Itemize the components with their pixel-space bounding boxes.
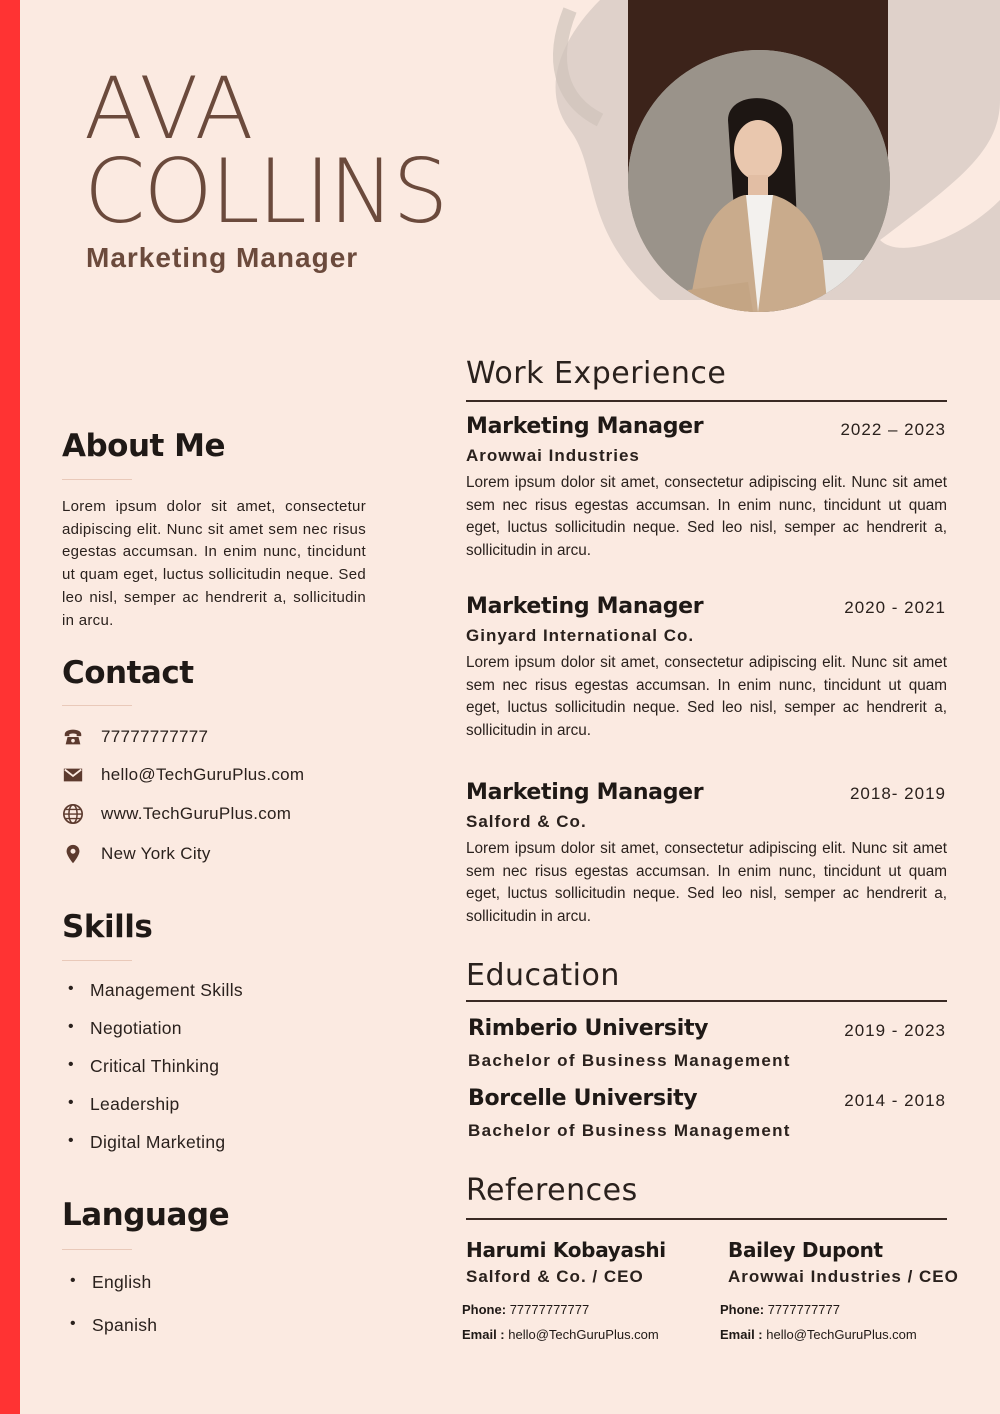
education-years: 2014 - 2018 xyxy=(844,1091,946,1110)
reference-phone xyxy=(720,1302,840,1317)
job-years: 2020 - 2021 xyxy=(844,598,946,617)
skill-item: • Digital Marketing xyxy=(62,1132,243,1170)
job-description: Lorem ipsum dolor sit amet, consectetur adipiscing elit. Nunc sit amet sem nec risus egestas accumsan. In enim nunc, tincidunt ut quam eget, luctus sollicitudin neque. Sed leo nisl, semper ac hendrerit a, sollicitudin in arcu. xyxy=(466,840,947,926)
phone-label: Phone: xyxy=(720,1302,765,1317)
skills-list xyxy=(62,980,243,1170)
education-school: Rimberio University xyxy=(468,1016,709,1041)
job-description: Lorem ipsum dolor sit amet, consectetur adipiscing elit. Nunc sit amet sem nec risus egestas accumsan. In enim nunc, tincidunt ut quam eget, luctus sollicitudin neque. Sed leo nisl, semper ac hendrerit a, sollicitudin in arcu. xyxy=(466,474,947,560)
reference-role: Salford & Co. / CEO xyxy=(466,1267,644,1286)
reference-email-value[interactable]: hello@TechGuruPlus.com xyxy=(508,1327,659,1342)
language-item: • English xyxy=(64,1272,157,1315)
job-years: 2022 – 2023 xyxy=(840,420,946,439)
reference-email-value[interactable]: hello@TechGuruPlus.com xyxy=(766,1327,917,1342)
skill-item: • Management Skills xyxy=(62,980,243,1018)
education-degree: Bachelor of Business Management xyxy=(468,1121,791,1140)
education-heading: Education xyxy=(466,958,620,993)
reference-phone-value: 7777777777 xyxy=(767,1302,840,1317)
globe-icon xyxy=(60,801,86,827)
phone-icon xyxy=(60,724,86,750)
contact-website[interactable] xyxy=(60,801,291,827)
contact-email[interactable] xyxy=(60,762,304,788)
skill-item: • Leadership xyxy=(62,1094,243,1132)
language-list xyxy=(64,1272,157,1358)
skills-divider xyxy=(62,960,132,961)
about-divider xyxy=(62,479,132,480)
about-heading: About Me xyxy=(62,428,226,464)
about-text: Lorem ipsum dolor sit amet, consectetur adipiscing elit. Nunc sit amet sem nec risus egestas accumsan. In enim nunc, tincidunt ut quam eget, luctus sollicitudin neque. Sed leo nisl, semper ac hendrerit a, sollicitudin in arcu. xyxy=(62,498,366,629)
reference-phone-value: 77777777777 xyxy=(509,1302,590,1317)
education-divider xyxy=(466,1000,947,1002)
contact-divider xyxy=(62,705,132,706)
contact-phone xyxy=(60,724,208,750)
references-heading: References xyxy=(466,1173,638,1208)
reference-name: Harumi Kobayashi xyxy=(466,1238,666,1262)
skill-item: • Critical Thinking xyxy=(62,1056,243,1094)
job-years: 2018- 2019 xyxy=(849,784,946,803)
references-divider xyxy=(466,1218,947,1220)
contact-email-text[interactable]: hello@TechGuruPlus.com xyxy=(101,765,305,784)
reference-email[interactable] xyxy=(462,1327,659,1342)
work-experience-divider xyxy=(466,400,947,402)
reference-email[interactable] xyxy=(720,1327,917,1342)
job-company: Salford & Co. xyxy=(466,812,587,831)
contact-location xyxy=(60,841,211,867)
work-experience-heading: Work Experience xyxy=(466,356,727,391)
job-role: Marketing Manager xyxy=(466,780,704,805)
reference-phone xyxy=(462,1302,589,1317)
contact-phone-text: 77777777777 xyxy=(101,727,209,746)
first-name: AVA xyxy=(84,59,256,159)
contact-website-text[interactable]: www.TechGuruPlus.com xyxy=(101,804,292,823)
reference-role: Arowwai Industries / CEO xyxy=(728,1267,959,1286)
language-divider xyxy=(62,1249,132,1250)
education-degree: Bachelor of Business Management xyxy=(468,1051,791,1070)
job-company: Ginyard International Co. xyxy=(466,626,695,645)
contact-location-text: New York City xyxy=(101,844,211,863)
job-description: Lorem ipsum dolor sit amet, consectetur adipiscing elit. Nunc sit amet sem nec risus egestas accumsan. In enim nunc, tincidunt ut quam eget, luctus sollicitudin neque. Sed leo nisl, semper ac hendrerit a, sollicitudin in arcu. xyxy=(466,654,947,740)
language-heading: Language xyxy=(62,1197,230,1233)
mail-icon xyxy=(60,762,86,788)
email-label: Email : xyxy=(720,1327,763,1342)
email-label: Email : xyxy=(462,1327,505,1342)
location-pin-icon xyxy=(60,841,86,867)
reference-name: Bailey Dupont xyxy=(728,1238,883,1262)
skill-item: • Negotiation xyxy=(62,1018,243,1056)
accent-sidebar-bar xyxy=(0,0,20,1414)
education-years: 2019 - 2023 xyxy=(844,1021,946,1040)
last-name: COLLINS xyxy=(84,140,447,243)
job-title: Marketing Manager xyxy=(86,242,359,273)
job-company: Arowwai Industries xyxy=(466,446,640,465)
phone-label: Phone: xyxy=(462,1302,507,1317)
job-role: Marketing Manager xyxy=(466,594,704,619)
person-portrait-icon xyxy=(628,50,890,312)
job-role: Marketing Manager xyxy=(466,414,704,439)
skills-heading: Skills xyxy=(62,909,153,945)
contact-heading: Contact xyxy=(62,655,194,691)
profile-photo xyxy=(628,50,890,312)
education-school: Borcelle University xyxy=(468,1086,698,1111)
language-item: • Spanish xyxy=(64,1315,157,1358)
